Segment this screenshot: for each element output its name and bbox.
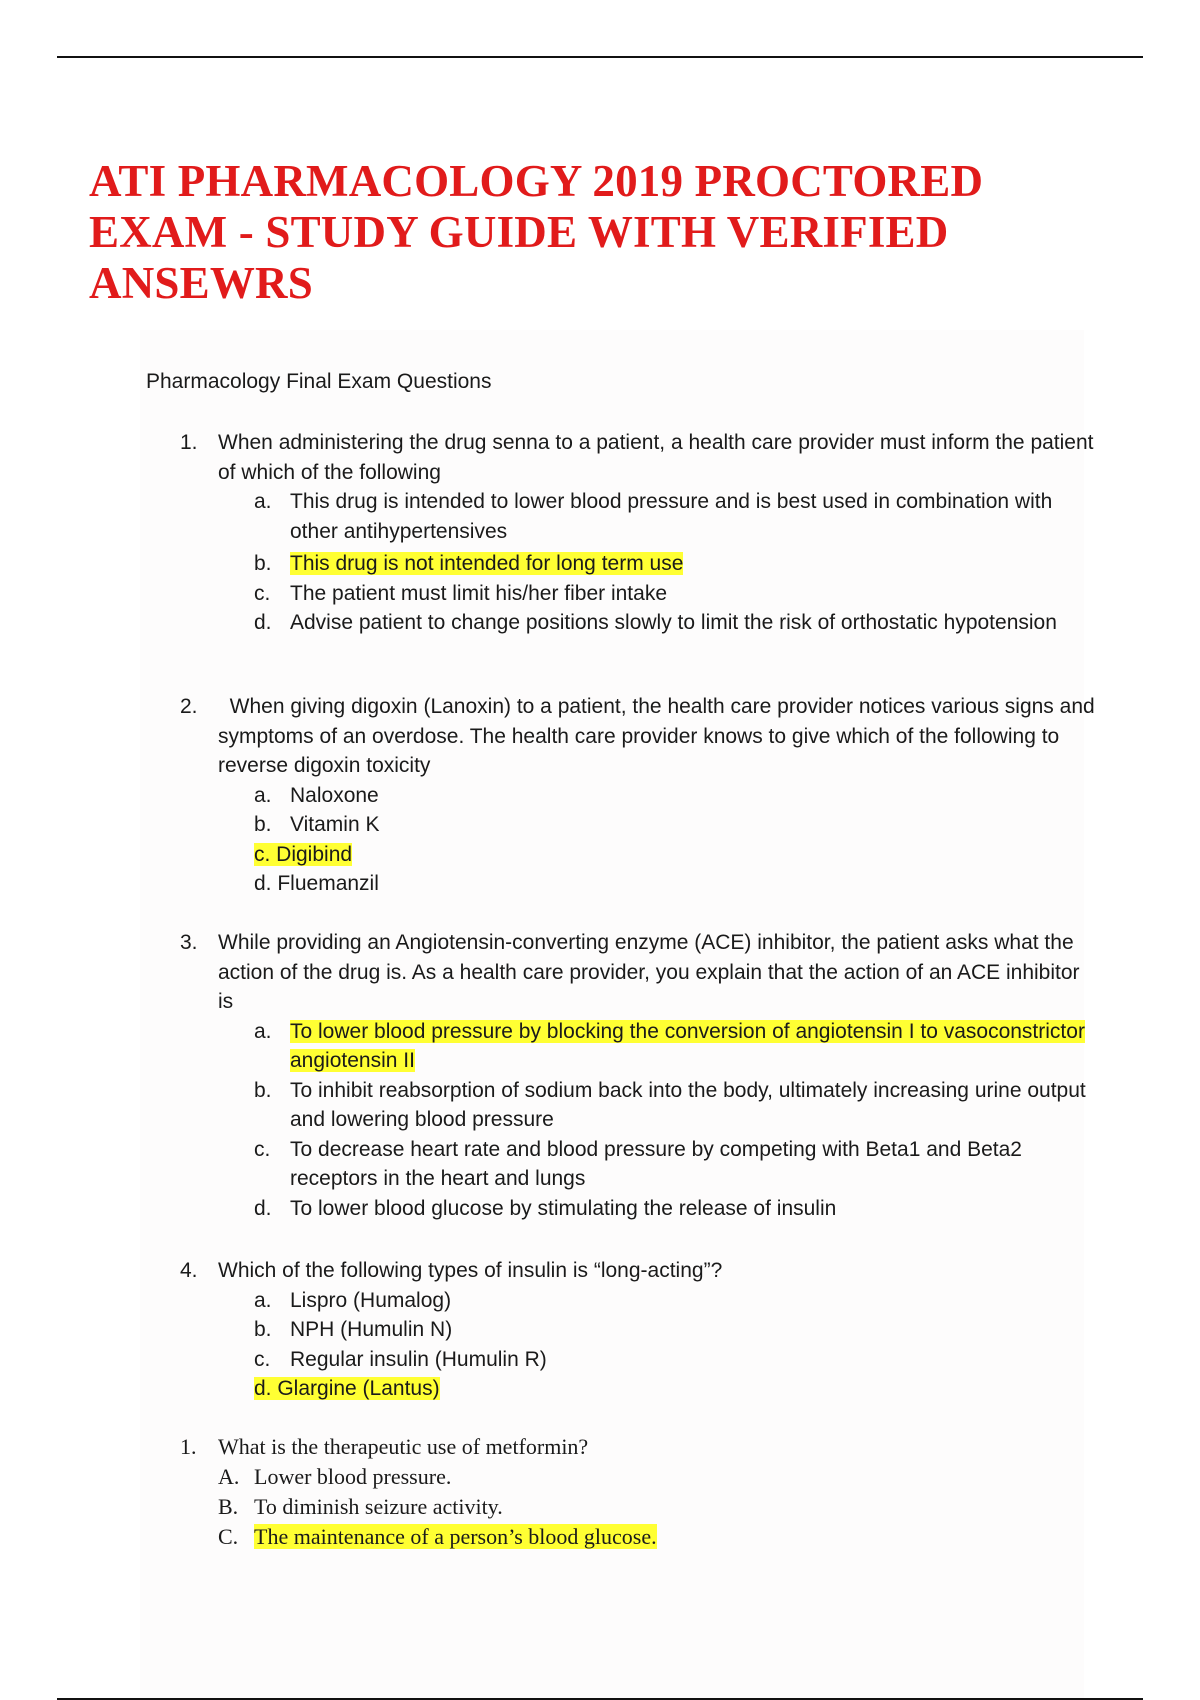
option-b: b. To inhibit reabsorption of sodium back into the body, ultimately increasing urine output and lowering blood pressure bbox=[254, 1078, 1086, 1131]
document-subtitle: Pharmacology Final Exam Questions bbox=[146, 370, 492, 393]
option-a: a. This drug is intended to lower blood pressure and is best used in combination with other antihypertensives bbox=[254, 490, 1053, 543]
highlighted-answer: d. Glargine (Lantus) bbox=[254, 1377, 440, 1400]
document-title: ATI PHARMACOLOGY 2019 PROCTORED EXAM - STUDY GUIDE WITH VERIFIED ANSEWRS bbox=[89, 156, 984, 308]
option-b: b. Vitamin K bbox=[254, 813, 380, 836]
option-d: d. Advise patient to change positions slowly to limit the risk of orthostatic hypotension bbox=[254, 611, 1057, 634]
question-stem: Which of the following types of insulin is “long-acting”? bbox=[218, 1259, 723, 1282]
option-c: c. Regular insulin (Humulin R) bbox=[254, 1347, 547, 1371]
highlighted-answer: To lower blood pressure by blocking the conversion of angiotensin I to vasoconstrictor angiotensin II bbox=[290, 1019, 1085, 1072]
option-d: d. To lower blood glucose by stimulating the release of insulin bbox=[254, 1196, 837, 1220]
question-number: 1. bbox=[180, 1434, 197, 1459]
question-4 bbox=[180, 1256, 1100, 1404]
option-d: d. Fluemanzil bbox=[254, 872, 379, 895]
option-c: c. The patient must limit his/her fiber intake bbox=[254, 581, 667, 605]
question-number: 4. bbox=[180, 1259, 198, 1282]
option-c-answer bbox=[254, 840, 1100, 870]
question-text bbox=[180, 928, 1100, 1017]
question-text bbox=[180, 1256, 1100, 1286]
question-stem: What is the therapeutic use of metformin? bbox=[218, 1434, 589, 1459]
option-a: A. Lower blood pressure. bbox=[218, 1464, 452, 1489]
question-1 bbox=[180, 428, 1100, 638]
question-text bbox=[180, 692, 1100, 781]
highlighted-answer: c. Digibind bbox=[254, 842, 353, 866]
option-a-answer: a. To lower blood pressure by blocking the conversion of angiotensin I to vasoconstrictor angiotensin II bbox=[254, 1019, 1085, 1072]
question-2 bbox=[180, 692, 1100, 899]
option-b: B. To diminish seizure activity. bbox=[218, 1494, 503, 1519]
option-b-answer: b. This drug is not intended for long term use bbox=[254, 552, 684, 575]
question-number: 1. bbox=[180, 431, 198, 454]
question-text bbox=[180, 428, 1100, 487]
question-number: 2. bbox=[180, 695, 198, 718]
highlighted-answer: The maintenance of a person’s blood glucose. bbox=[254, 1524, 657, 1549]
question-number: 3. bbox=[180, 931, 198, 954]
question-stem: When administering the drug senna to a patient, a health care provider must inform the patient of which of the following bbox=[218, 431, 1094, 484]
highlighted-answer: This drug is not intended for long term use bbox=[290, 552, 684, 575]
question-stem: While providing an Angiotensin-converting enzyme (ACE) inhibitor, the patient asks what the action of the drug is. As a health care provider, you explain that the action of an ACE inhibitor is bbox=[218, 931, 1080, 1013]
option-a: a. Lispro (Humalog) bbox=[254, 1288, 452, 1312]
option-c: c. To decrease heart rate and blood pressure by competing with Beta1 and Beta2 receptors in the heart and lungs bbox=[254, 1137, 1022, 1190]
question-stem: When giving digoxin (Lanoxin) to a patient, the health care provider notices various signs and symptoms of an overdose. The health care provider knows to give which of the following to reverse digoxin toxicity bbox=[218, 695, 1101, 777]
question-5 bbox=[180, 1432, 1100, 1552]
option-d-answer bbox=[254, 1374, 1100, 1404]
option-c-answer: C. The maintenance of a person’s blood glucose. bbox=[218, 1524, 657, 1549]
question-text bbox=[180, 1432, 1100, 1462]
option-a: a. Naloxone bbox=[254, 783, 379, 807]
top-rule bbox=[57, 56, 1143, 58]
option-b: b. NPH (Humulin N) bbox=[254, 1318, 453, 1341]
question-3 bbox=[180, 928, 1100, 1223]
